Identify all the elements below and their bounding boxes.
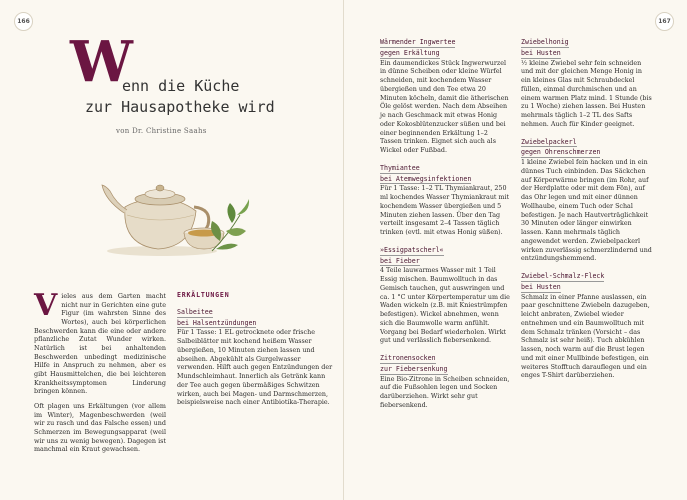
remedy-block — [380, 164, 510, 238]
remedy-text: Eine Bio-Zitrone in Scheiben schneiden, auf die Fußsohlen legen und Socken darüberziehen. Wirkt sehr gut fiebersenkend. — [380, 375, 510, 409]
remedy-subtitle: bei Atemwegsinfektionen — [380, 174, 472, 183]
page-number-right: 167 — [655, 12, 674, 31]
remedy-text: Ein daumendickes Stück Ingwerwurzel in dünne Scheiben oder kleine Würfel schneiden, mit kochendem Wasser übergießen und den Tee etwa 20 Minuten köcheln, damit die ätherischen Öle gelöst werden. Nach dem Abseihen je nach Geschmack mit etwas Honig oder Kokosblütenzucker süßen und bei einer beginnenden Erkältung 1–2 Tassen trinken. Eignet sich auch als Wickel oder Fußbad. — [380, 59, 509, 154]
column-2 — [380, 38, 510, 419]
column-3 — [521, 38, 653, 389]
remedy-block — [177, 308, 335, 408]
remedy-title: Salbeitee — [177, 307, 213, 316]
intro-dropcap: V — [34, 288, 58, 323]
section-heading: ERKÄLTUNGEN — [177, 291, 230, 299]
teapot-illustration — [100, 155, 250, 260]
remedy-text: Schmalz in einer Pfanne auslassen, ein paar geschnittene Zwiebeln dazugeben, leicht anbraten, Zwiebel wieder entnehmen und ein Baumwolltuch mit dem Schmalz tränken (Vorsicht – das Schmalz ist sehr heiß). Tuch abkühlen lassen, noch warm auf die Brust legen und mit einer Mullbinde befestigen, ein weiteres Stofftuch darauflegen und ein enges T-Shirt darüberziehen. — [521, 293, 650, 380]
remedy-subtitle: bei Fieber — [380, 256, 420, 265]
title-initial: W — [70, 29, 133, 95]
remedy-block — [380, 246, 510, 346]
remedy-subtitle: gegen Ohrenschmerzen — [521, 148, 601, 157]
author-byline: von Dr. Christine Saahs — [116, 127, 207, 135]
remedy-block — [521, 138, 653, 265]
remedy-title: Zwiebelpackerl — [521, 137, 577, 146]
remedy-subtitle: gegen Erkältung — [380, 48, 440, 57]
column-1 — [177, 291, 335, 416]
remedy-block — [380, 354, 510, 411]
page-number-left: 166 — [14, 12, 33, 31]
title-line-1: enn die Küche — [122, 77, 240, 95]
remedy-text: ½ kleine Zwiebel sehr fein schneiden und mit der gleichen Menge Honig in ein kleines Glas mit Schraubdeckel füllen, einmal durchmischen und an einem warmen Platz mind. 1 Stunde (bis zu 1 Woche) ziehen lassen. Bei Husten mehrmals täglich 1–2 TL des Safts nehmen. Auch für Kinder geeignet. — [521, 59, 652, 128]
remedy-subtitle: bei Husten — [521, 282, 561, 291]
remedy-title: Thymiantee — [380, 163, 420, 172]
remedy-subtitle: bei Halsentzündungen — [177, 318, 257, 327]
intro-paragraph-2: Oft plagen uns Erkältungen (vor allem im Winter), Magenbeschwerden (weil wir zu rasch und das Falsche essen) und Schmerzen im Bewegungsapparat (weil wir uns zu wenig bewegen). Dagegen ist manchmal ein Kraut gewachsen. — [34, 401, 166, 454]
remedy-text: Für 1 Tasse: 1–2 TL Thymiankraut, 250 ml kochendes Wasser Thymiankraut mit kochendem Wasser übergießen und 5 Minuten ziehen lassen. Über den Tag verteilt insgesamt 2–4 Tassen täglich trinken (evtl. mit etwas Honig süßen). — [380, 185, 510, 236]
intro-text — [34, 288, 166, 460]
remedy-subtitle: zur Fiebersenkung — [380, 364, 448, 373]
remedy-title: Zitronensocken — [380, 354, 436, 362]
remedy-text: 1 kleine Zwiebel fein hacken und in ein dünnes Tuch einbinden. Das Säckchen auf Körperwärme bringen (im Rohr, auf der Herdplatte oder mit dem Fön), auf das Ohr legen und mit einer dünnen Wollhaube, einem Tuch oder Schal befestigen. Je nach Hautverträglichkeit 30 Minuten oder länger einwirken lassen. Kann mehrmals täglich angewendet werden. Zwiebelpackerl wirken zuverlässig schmerzlindernd und entzündungshemmend. — [521, 159, 652, 263]
remedy-title: Zwiebelhonig — [521, 38, 569, 46]
remedy-block — [380, 38, 510, 156]
page-spine — [343, 0, 344, 500]
remedy-title: Wärmender Ingwertee — [380, 38, 456, 46]
remedy-title: »Essigpatscherl« — [380, 245, 444, 254]
intro-paragraph-1: ieles aus dem Garten macht nicht nur in Gerichten eine gute Figur (im wahrsten Sinne des Wortes), auch bei körperlichen Beschwerden kann die eine oder andere pflanzliche Zutat Wunder wirken. Natürlich ist bei anhaltenden Beschwerden unbedingt medizinische Hilfe in Anspruch zu nehmen, aber es gibt Hausmittelchen, die bei leichteren Krankheitssymptomen Linderung bringen können. — [34, 292, 166, 396]
remedy-block — [521, 272, 653, 381]
remedy-subtitle: bei Husten — [521, 48, 561, 57]
remedy-text: Für 1 Tasse: 1 EL getrocknete oder frische Salbeiblätter mit kochend heißem Wasser übergießen, 10 Minuten ziehen lassen und abseihen. Abgekühlt als Gurgelwasser verwenden. Hilft auch gegen Entzündungen der Mundschleimhaut. Innerlich als Getränk kann der Tee auch gegen übermäßiges Schwitzen wirken, auch bei Magen- und Darmschmerzen, beispielsweise nach einer Antibiotika-Therapie. — [177, 329, 333, 407]
remedy-title: Zwiebel-Schmalz-Fleck — [521, 272, 605, 280]
remedy-block — [521, 38, 653, 130]
title-line-2: zur Hausapotheke wird — [85, 98, 275, 116]
remedy-text: 4 Teile lauwarmes Wasser mit 1 Teil Essig mischen. Baumwolltuch in das Gemisch tauchen, gut auswringen und ca. 1 °C unter Körpertemperatur um die Waden wickeln (z.B. mit Kniestrümpfen befestigen). Wickel abnehmen, wenn sich die Baumwolle warm anfühlt. Vorgang bei Bedarf wiederholen. Wirkt gut und verlässlich fiebersenkend. — [380, 267, 510, 345]
